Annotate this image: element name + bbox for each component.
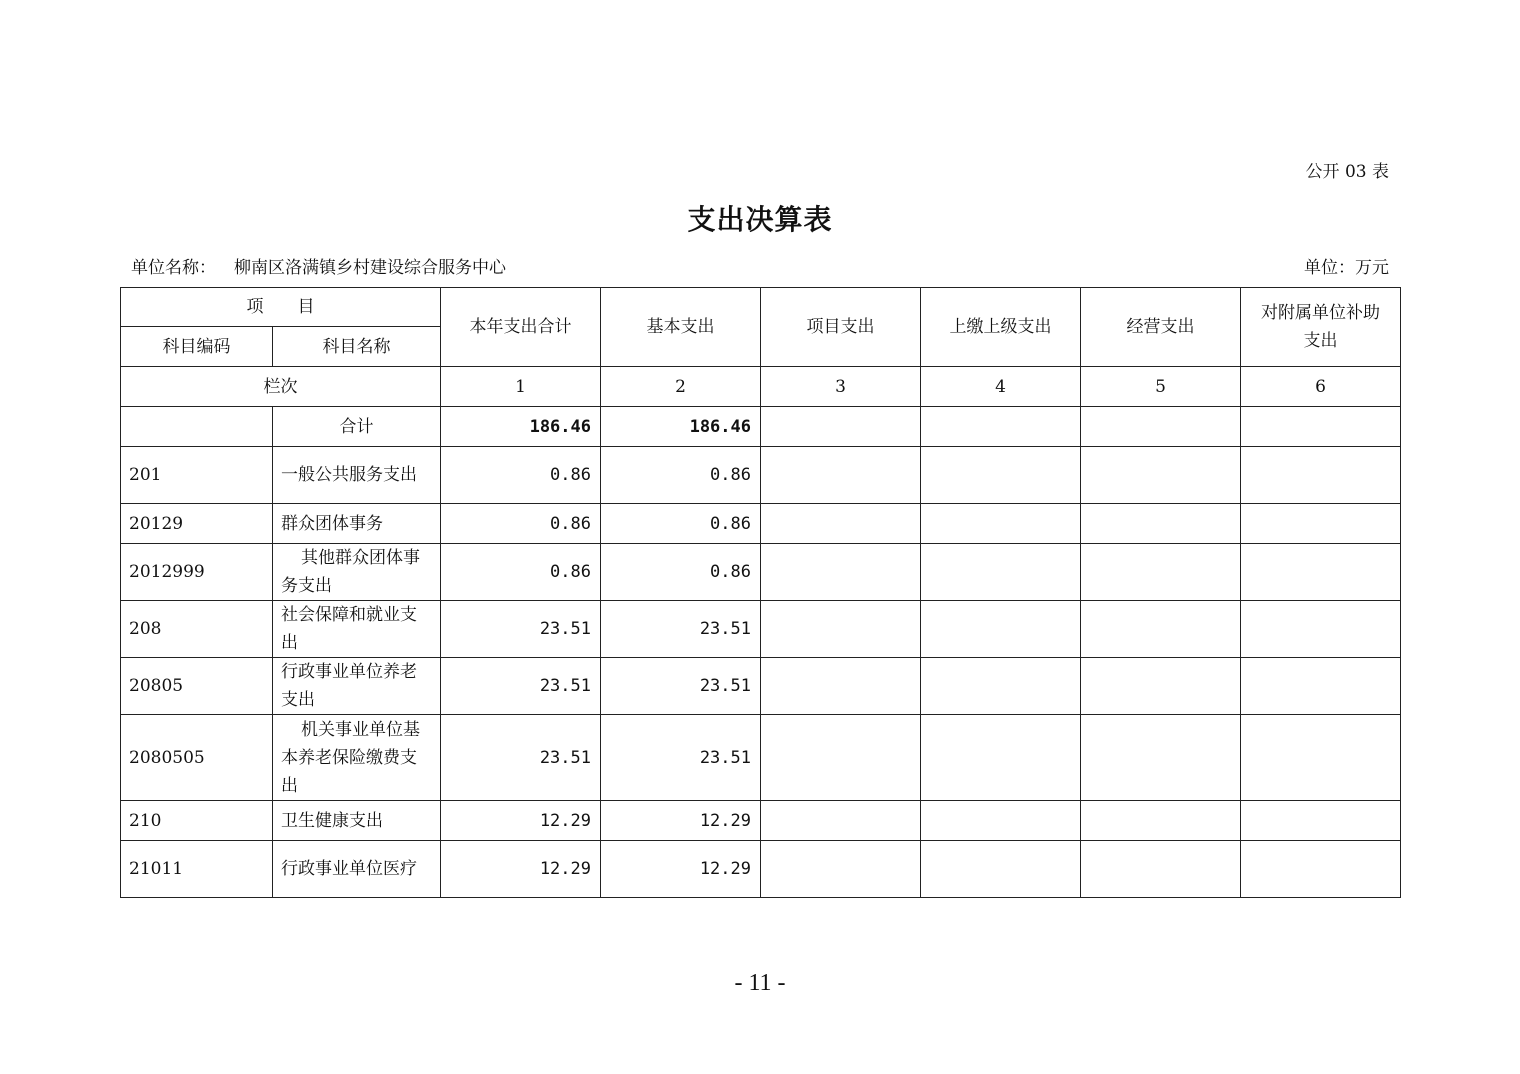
- subject-name: 行政事业单位医疗: [273, 841, 441, 898]
- row-total: 0.86: [441, 544, 601, 601]
- empty-cell: [1081, 601, 1241, 658]
- row-total: 12.29: [441, 801, 601, 841]
- total-code-cell: [121, 407, 273, 447]
- empty-cell: [1081, 504, 1241, 544]
- subject-code: 2080505: [121, 715, 273, 801]
- total-label: 合计: [273, 407, 441, 447]
- empty-cell: [921, 801, 1081, 841]
- table-row: [121, 504, 1401, 544]
- header-remit: 上缴上级支出: [921, 288, 1081, 367]
- empty-cell: [921, 715, 1081, 801]
- page-number: - 11 -: [734, 970, 786, 996]
- empty-cell: [1241, 544, 1401, 601]
- table-row: [121, 658, 1401, 715]
- empty-cell: [1241, 504, 1401, 544]
- table-row: [121, 544, 1401, 601]
- header-subject-name: 科目名称: [273, 327, 441, 367]
- empty-cell: [921, 544, 1081, 601]
- header-project-expense: 项目支出: [761, 288, 921, 367]
- row-total: 23.51: [441, 658, 601, 715]
- table-row: [121, 715, 1401, 801]
- row-basic: 0.86: [601, 447, 761, 504]
- row-total: 12.29: [441, 841, 601, 898]
- table-row: [121, 801, 1401, 841]
- currency-unit: 单位：万元: [1304, 258, 1389, 278]
- header-subsidy: 对附属单位补助支出: [1241, 288, 1401, 367]
- subject-code: 201: [121, 447, 273, 504]
- subject-name: 行政事业单位养老支出: [273, 658, 441, 715]
- empty-cell: [761, 601, 921, 658]
- row-basic: 23.51: [601, 658, 761, 715]
- empty-cell: [1241, 601, 1401, 658]
- unit-name: [131, 256, 506, 280]
- unit-name-value: 柳南区洛满镇乡村建设综合服务中心: [234, 258, 506, 278]
- empty-cell: [761, 841, 921, 898]
- subject-code: 21011: [121, 841, 273, 898]
- row-total: 23.51: [441, 601, 601, 658]
- table-row: [121, 601, 1401, 658]
- subject-code: 20129: [121, 504, 273, 544]
- table-row: [121, 447, 1401, 504]
- empty-cell: [921, 601, 1081, 658]
- empty-cell: [1241, 447, 1401, 504]
- subject-name: 卫生健康支出: [273, 801, 441, 841]
- row-basic: 12.29: [601, 801, 761, 841]
- form-number: 公开 03 表: [1305, 162, 1389, 182]
- header-project: 项 目: [121, 288, 441, 327]
- page-title: 支出决算表: [687, 203, 833, 236]
- empty-cell: [761, 504, 921, 544]
- table-row: [121, 841, 1401, 898]
- row-total: 0.86: [441, 504, 601, 544]
- subject-code: 2012999: [121, 544, 273, 601]
- column-index-row: [121, 367, 1401, 407]
- row-basic: 23.51: [601, 601, 761, 658]
- total-basic: 186.46: [601, 407, 761, 447]
- empty-cell: [921, 447, 1081, 504]
- row-total: 0.86: [441, 447, 601, 504]
- empty-cell: [1241, 841, 1401, 898]
- subject-code: 20805: [121, 658, 273, 715]
- column-index-1: 1: [441, 367, 601, 407]
- column-index-6: 6: [1241, 367, 1401, 407]
- subject-code: 210: [121, 801, 273, 841]
- total-subsidy: [1241, 407, 1401, 447]
- column-index-2: 2: [601, 367, 761, 407]
- total-business: [1081, 407, 1241, 447]
- subject-name: 机关事业单位基本养老保险缴费支出: [273, 715, 441, 801]
- subject-name: 群众团体事务: [273, 504, 441, 544]
- total-remit: [921, 407, 1081, 447]
- unit-name-label: 单位名称：: [131, 258, 216, 278]
- empty-cell: [1081, 801, 1241, 841]
- header-row-1: [121, 288, 1401, 327]
- row-total: 23.51: [441, 715, 601, 801]
- empty-cell: [761, 801, 921, 841]
- column-index-4: 4: [921, 367, 1081, 407]
- empty-cell: [921, 504, 1081, 544]
- empty-cell: [761, 447, 921, 504]
- empty-cell: [761, 544, 921, 601]
- total-project: [761, 407, 921, 447]
- subject-name: 社会保障和就业支出: [273, 601, 441, 658]
- empty-cell: [1081, 544, 1241, 601]
- empty-cell: [761, 715, 921, 801]
- header-basic: 基本支出: [601, 288, 761, 367]
- empty-cell: [1241, 715, 1401, 801]
- empty-cell: [921, 841, 1081, 898]
- header-subject-code: 科目编码: [121, 327, 273, 367]
- subject-code: 208: [121, 601, 273, 658]
- empty-cell: [1081, 841, 1241, 898]
- empty-cell: [1241, 658, 1401, 715]
- empty-cell: [1081, 715, 1241, 801]
- row-basic: 0.86: [601, 504, 761, 544]
- header-total: 本年支出合计: [441, 288, 601, 367]
- column-index-3: 3: [761, 367, 921, 407]
- header-business: 经营支出: [1081, 288, 1241, 367]
- row-basic: 12.29: [601, 841, 761, 898]
- column-index-5: 5: [1081, 367, 1241, 407]
- empty-cell: [1081, 658, 1241, 715]
- subject-name: 一般公共服务支出: [273, 447, 441, 504]
- expenditure-table: [120, 287, 1401, 898]
- empty-cell: [921, 658, 1081, 715]
- row-basic: 23.51: [601, 715, 761, 801]
- total-amount: 186.46: [441, 407, 601, 447]
- empty-cell: [1081, 447, 1241, 504]
- empty-cell: [761, 658, 921, 715]
- row-basic: 0.86: [601, 544, 761, 601]
- empty-cell: [1241, 801, 1401, 841]
- subject-name: 其他群众团体事务支出: [273, 544, 441, 601]
- column-index-label: 栏次: [121, 367, 441, 407]
- total-row: [121, 407, 1401, 447]
